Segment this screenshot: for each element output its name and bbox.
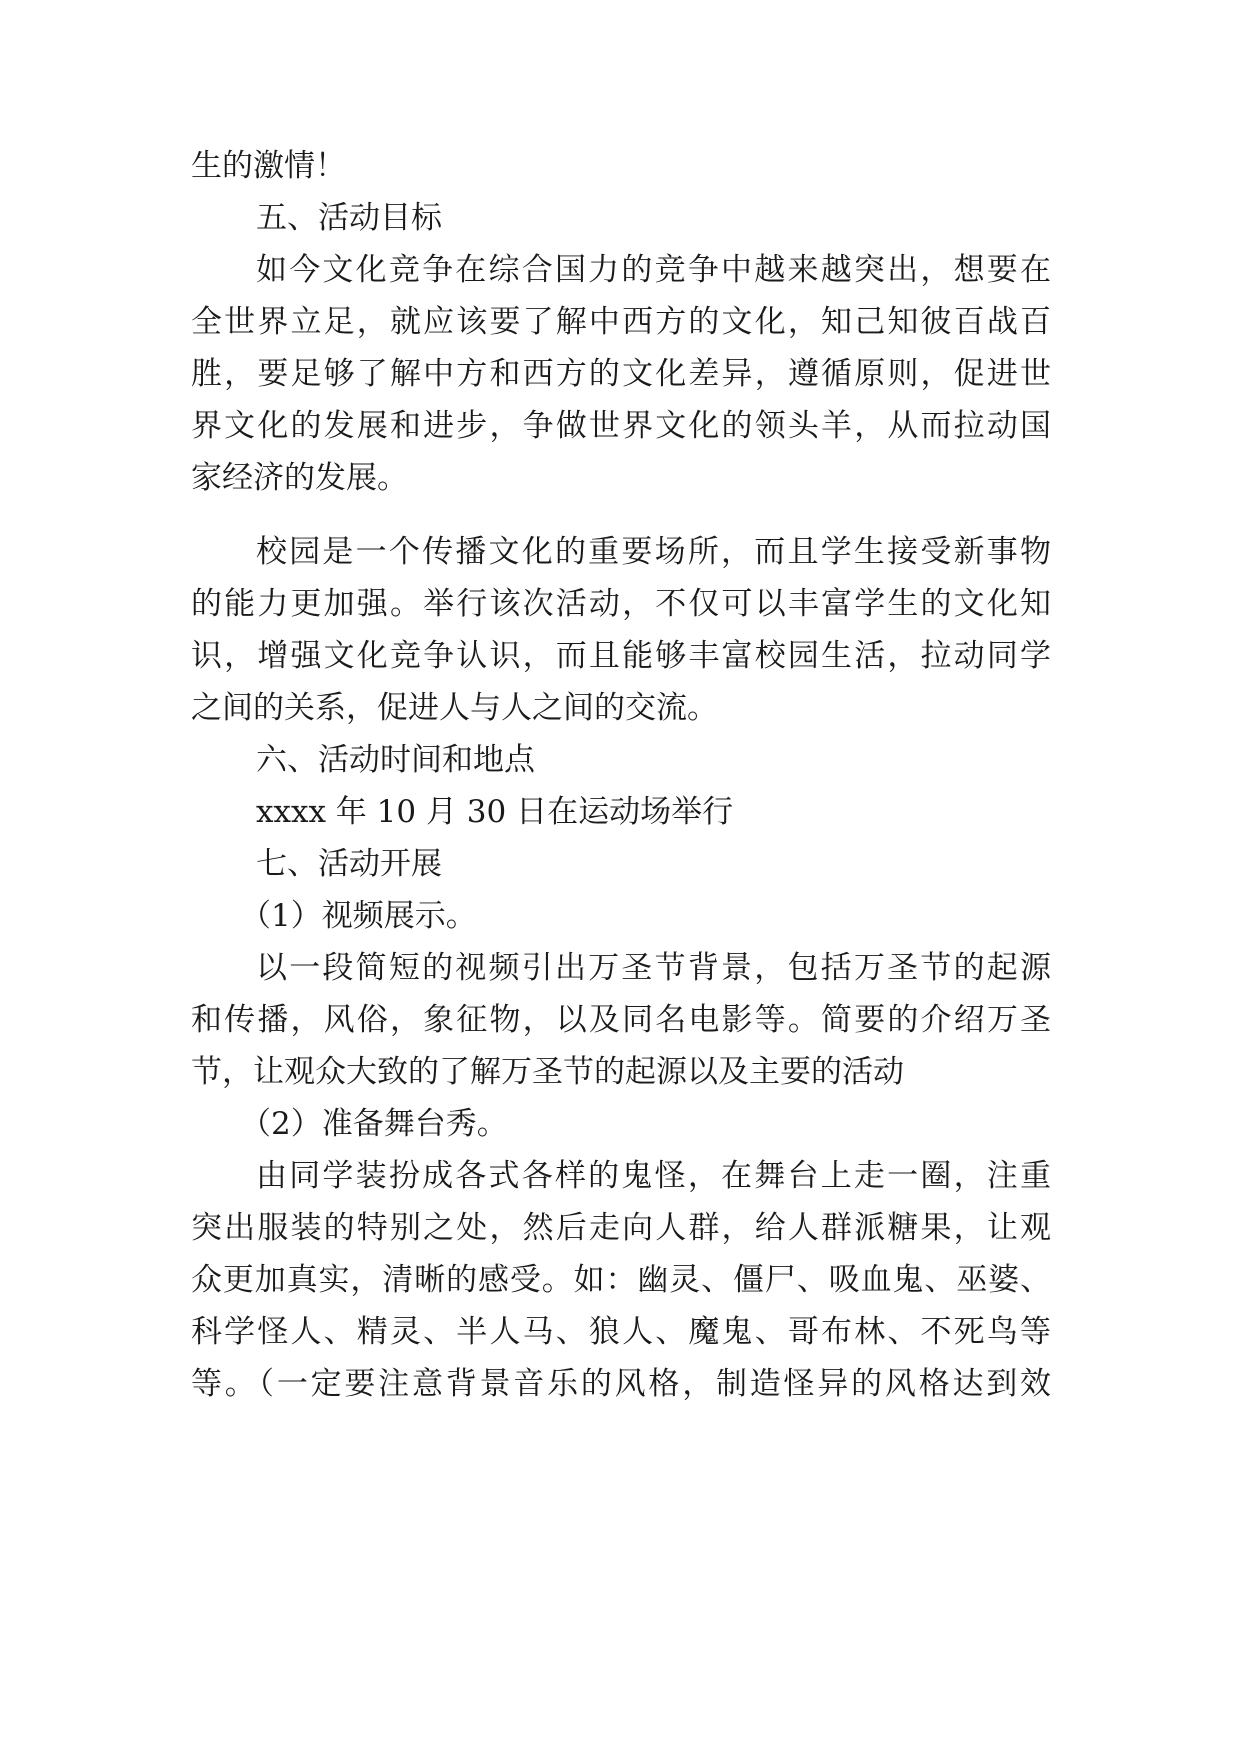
- text-line-5: 胜，要足够了解中方和西方的文化差异，遵循原则，促进世: [191, 356, 1051, 392]
- text-line-22: 众更加真实，清晰的感受。如：幽灵、僵尸、吸血鬼、巫婆、: [191, 1262, 1051, 1298]
- text-line-3: 如今文化竞争在综合国力的竞争中越来越突出，想要在: [256, 252, 1051, 288]
- text-line-1: 生的激情！: [191, 148, 346, 184]
- subheading-video: （1）视频展示。: [240, 898, 477, 934]
- section-heading-time-place: 六、活动时间和地点: [256, 742, 535, 778]
- text-line-date: xxxx 年 10 月 30 日在运动场举行: [256, 794, 734, 830]
- text-line-16: 以一段简短的视频引出万圣节背景，包括万圣节的起源: [256, 950, 1051, 986]
- text-line-8: 校园是一个传播文化的重要场所，而且学生接受新事物: [256, 534, 1051, 570]
- text-line-6: 界文化的发展和进步，争做世界文化的领头羊，从而拉动国: [191, 408, 1051, 444]
- text-line-24: 等。（一定要注意背景音乐的风格，制造怪异的风格达到效: [191, 1366, 1051, 1402]
- text-line-23: 科学怪人、精灵、半人马、狼人、魔鬼、哥布林、不死鸟等: [191, 1314, 1051, 1350]
- text-line-11: 之间的关系，促进人与人之间的交流。: [191, 690, 718, 726]
- text-line-7: 家经济的发展。: [191, 460, 408, 496]
- text-line-10: 识，增强文化竞争认识，而且能够丰富校园生活，拉动同学: [191, 638, 1051, 674]
- text-line-4: 全世界立足，就应该要了解中西方的文化，知己知彼百战百: [191, 304, 1051, 340]
- text-line-9: 的能力更加强。举行该次活动，不仅可以丰富学生的文化知: [191, 586, 1051, 622]
- text-line-18: 节，让观众大致的了解万圣节的起源以及主要的活动: [191, 1054, 904, 1090]
- text-line-17: 和传播，风俗，象征物，以及同名电影等。简要的介绍万圣: [191, 1002, 1051, 1038]
- section-heading-activities: 七、活动开展: [256, 846, 442, 882]
- subheading-stage-show: （2）准备舞台秀。: [240, 1106, 508, 1142]
- text-line-20: 由同学装扮成各式各样的鬼怪，在舞台上走一圈，注重: [256, 1158, 1051, 1194]
- text-line-21: 突出服装的特别之处，然后走向人群，给人群派糖果，让观: [191, 1210, 1051, 1246]
- section-heading-goals: 五、活动目标: [256, 200, 442, 236]
